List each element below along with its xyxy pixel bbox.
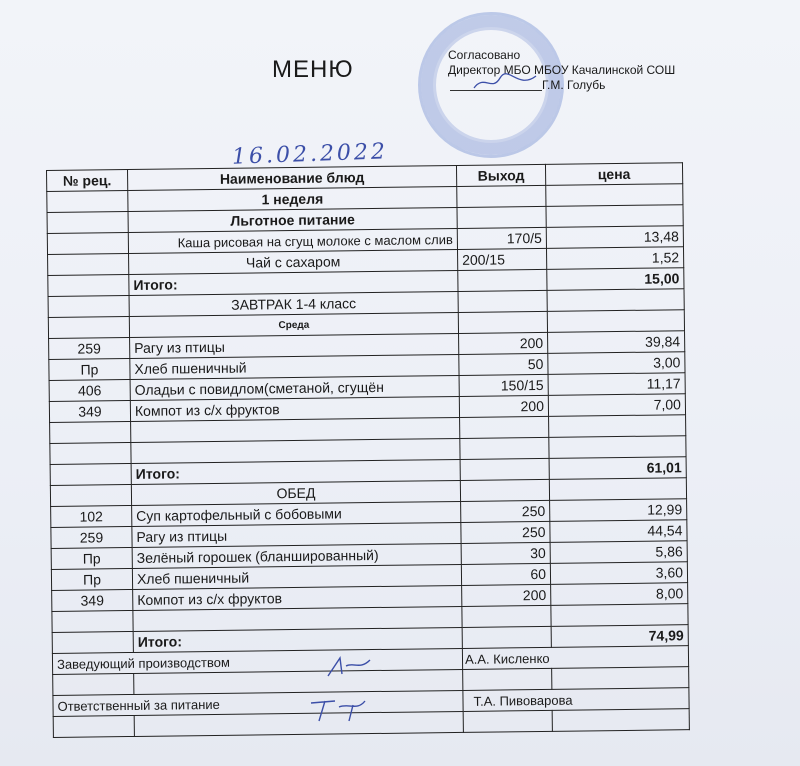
dish-yield: 200 (459, 332, 548, 354)
col-header-code: № рец. (47, 170, 128, 192)
dish-name: Суп картофельный с бобовыми (132, 501, 461, 526)
dish-yield: 50 (459, 353, 548, 375)
dish-yield: 200 (459, 395, 548, 417)
dish-price: 8,00 (551, 583, 688, 606)
col-header-name: Наименование блюд (128, 165, 457, 190)
dish-price: 7,00 (548, 394, 685, 417)
dish-price: 3,00 (548, 352, 685, 375)
production-label: Заведующий производством (52, 648, 462, 674)
dish-code: Пр (51, 568, 132, 590)
dish-price: 13,48 (546, 226, 683, 249)
nutrition-label: Ответственный за питание (53, 690, 463, 716)
dish-yield: 30 (461, 542, 550, 564)
director-signature-icon (470, 70, 540, 94)
approval-line1: Согласовано (448, 48, 521, 62)
dish-price: 39,84 (548, 331, 685, 354)
dish-yield: 200 (462, 584, 551, 606)
dish-code: Пр (51, 547, 132, 569)
total-label: Итого: (129, 270, 458, 295)
dish-name: Хлеб пшеничный (132, 564, 461, 589)
approval-line3: Г.М. Голубь (542, 78, 606, 92)
page-title: МЕНЮ (272, 56, 354, 83)
dish-yield: 150/15 (459, 374, 548, 396)
col-header-yield: Выход (456, 164, 545, 186)
dish-name: Рагу из птицы (130, 333, 459, 358)
dish-code: 349 (49, 400, 130, 422)
dish-price: 5,86 (550, 541, 687, 564)
total-value: 61,01 (549, 457, 686, 480)
nutrition-name: Т.А. Пивоварова (463, 688, 689, 712)
total-value: 74,99 (551, 625, 688, 648)
dish-yield: 200/15 (458, 248, 547, 270)
dish-code: 349 (52, 589, 133, 611)
dish-name: Оладьи с повидлом(сметаной, сгущён (130, 375, 459, 400)
dish-code: 102 (51, 505, 132, 527)
total-label: Итого: (131, 459, 460, 484)
dish-code: 406 (49, 379, 130, 401)
dish-name: Компот из с/х фруктов (133, 585, 462, 610)
total-value: 15,00 (547, 268, 684, 291)
breakfast-title: ЗАВТРАК 1-4 класс (129, 291, 458, 316)
dish-name: Компот из с/х фруктов (130, 396, 459, 421)
week-label: 1 неделя (128, 186, 457, 211)
handwritten-date: 16.02.2022 (231, 139, 389, 170)
production-name: А.А. Кисленко (462, 646, 688, 670)
dish-name: Рагу из птицы (132, 522, 461, 547)
col-header-price: цена (545, 163, 682, 186)
dish-code: Пр (49, 358, 130, 380)
day-label: Среда (129, 312, 458, 337)
dish-name: Чай с сахаром (129, 249, 458, 274)
dish-price: 12,99 (550, 499, 687, 522)
dish-name: Хлеб пшеничный (130, 354, 459, 379)
subsidized-title: Льготное питание (128, 207, 457, 232)
dish-price: 11,17 (548, 373, 685, 396)
dish-name: Зелёный горошек (бланшированный) (132, 543, 461, 568)
dish-yield: 250 (461, 500, 550, 522)
dish-yield: 250 (461, 521, 550, 543)
total-label: Итого: (133, 627, 462, 652)
dish-price: 1,52 (546, 247, 683, 270)
dish-price: 44,54 (550, 520, 687, 543)
dish-code: 259 (51, 526, 132, 548)
dish-name: Каша рисовая на сгущ молоке с маслом слив (128, 228, 457, 253)
dish-yield: 170/5 (457, 227, 546, 249)
dish-yield: 60 (461, 563, 550, 585)
dish-price: 3,60 (550, 562, 687, 585)
production-signature-icon (320, 652, 380, 682)
approval-line2: Директор МБО МБОУ Качалинской СОШ (448, 63, 676, 77)
dish-code: 259 (49, 337, 130, 359)
nutrition-signature-icon (305, 695, 375, 725)
lunch-title: ОБЕД (131, 480, 460, 505)
